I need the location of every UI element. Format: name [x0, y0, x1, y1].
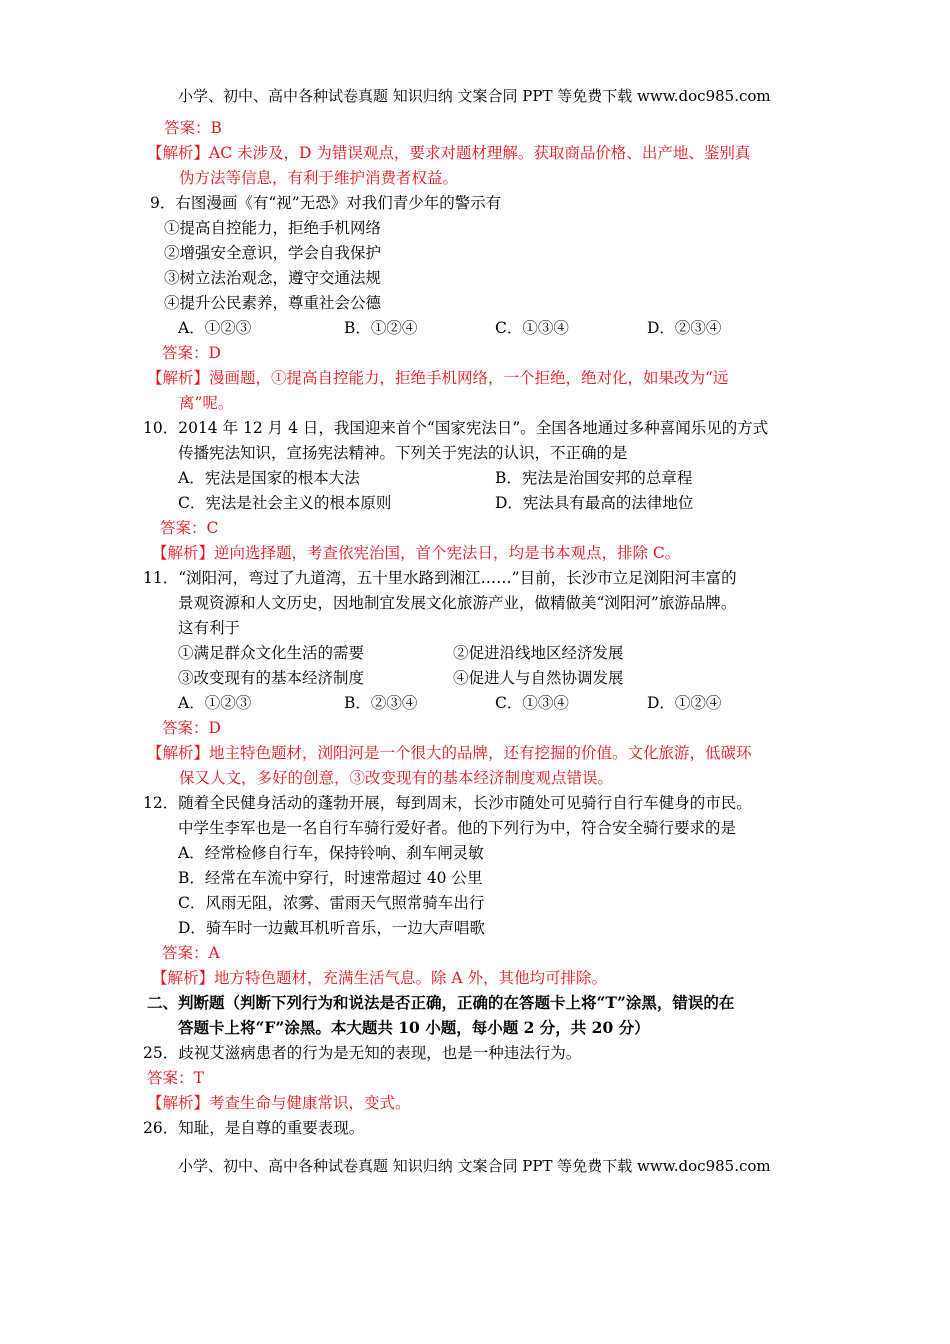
q9-stem: 9．右图漫画《有“视”无恐》对我们青少年的警示有 [150, 194, 502, 212]
q11-item-3: ③改变现有的基本经济制度 [178, 669, 365, 687]
q12-stem: 12．随着全民健身活动的蓬勃开展，每到周末，长沙市随处可见骑行自行车健身的市民。 [143, 794, 752, 812]
q12-stem-cont: 中学生李军也是一名自行车骑行爱好者。他的下列行为中，符合安全骑行要求的是 [178, 819, 737, 837]
q9-option-c: C．①③④ [495, 319, 569, 337]
q12-option-a: A．经常检修自行车，保持铃响、刹车闸灵敏 [178, 844, 484, 862]
page-header: 小学、初中、高中各种试卷真题 知识归纳 文案合同 PPT 等免费下载 www.doc985.com [178, 87, 771, 105]
q11-option-a: A．①②③ [178, 694, 252, 712]
q11-option-c: C．①③④ [495, 694, 569, 712]
q25-analysis: 【解析】考查生命与健康常识，变式。 [147, 1094, 411, 1112]
q8-answer: 答案：B [164, 119, 222, 137]
q11-item-1: ①满足群众文化生活的需要 [178, 644, 365, 662]
q11-answer: 答案：D [162, 719, 221, 737]
q10-option-d: D．宪法具有最高的法律地位 [495, 494, 694, 512]
q11-item-2: ②促进沿线地区经济发展 [453, 644, 624, 662]
q8-analysis-cont: 伪方法等信息，有利于维护消费者权益。 [179, 169, 459, 187]
q9-option-d: D．②③④ [647, 319, 722, 337]
q10-answer: 答案：C [160, 519, 219, 537]
section-2-title: 二、判断题（判断下列行为和说法是否正确，正确的在答题卡上将“T”涂黑，错误的在 [147, 993, 735, 1012]
q12-option-c: C．风雨无阻，浓雾、雷雨天气照常骑车出行 [178, 894, 485, 912]
q8-analysis: 【解析】AC 未涉及，D 为错误观点，要求对题材理解。获取商品价格、出产地、鉴别真 [147, 144, 751, 162]
q26-stem: 26．知耻，是自尊的重要表现。 [143, 1119, 365, 1137]
q11-item-4: ④促进人与自然协调发展 [453, 669, 624, 687]
q12-option-d: D．骑车时一边戴耳机听音乐，一边大声唱歌 [178, 919, 485, 937]
q9-option-b: B．①②④ [344, 319, 418, 337]
q10-stem: 10．2014 年 12 月 4 日，我国迎来首个“国家宪法日”。全国各地通过多种喜闻乐见的方式 [143, 419, 769, 437]
q10-option-a: A．宪法是国家的根本大法 [178, 469, 360, 487]
q10-stem-cont: 传播宪法知识，宣扬宪法精神。下列关于宪法的认识，不正确的是 [178, 444, 628, 462]
q11-analysis: 【解析】地主特色题材，浏阳河是一个很大的品牌，还有挖掘的价值。文化旅游，低碳环 [147, 744, 752, 762]
q9-item-4: ④提升公民素养，尊重社会公德 [164, 294, 382, 312]
q10-option-b: B．宪法是治国安邦的总章程 [495, 469, 693, 487]
q12-answer: 答案：A [162, 944, 220, 962]
q11-stem: 11．“浏阳河，弯过了九道湾，五十里水路到湘江……”目前，长沙市立足浏阳河丰富的 [143, 569, 737, 587]
q25-answer: 答案：T [147, 1069, 204, 1087]
q9-item-2: ②增强安全意识，学会自我保护 [164, 244, 382, 262]
q12-option-b: B．经常在车流中穿行，时速常超过 40 公里 [178, 869, 483, 887]
q9-analysis: 【解析】漫画题，①提高自控能力，拒绝手机网络，一个拒绝，绝对化，如果改为“远 [147, 369, 729, 387]
q25-stem: 25．歧视艾滋病患者的行为是无知的表现，也是一种违法行为。 [143, 1044, 582, 1062]
q9-answer: 答案：D [162, 344, 221, 362]
page-footer: 小学、初中、高中各种试卷真题 知识归纳 文案合同 PPT 等免费下载 www.doc985.com [178, 1157, 771, 1175]
section-2-title-cont: 答题卡上将“F”涂黑。本大题共 10 小题，每小题 2 分，共 20 分） [178, 1018, 650, 1037]
q12-analysis: 【解析】地方特色题材，充满生活气息。除 A 外，其他均可排除。 [152, 969, 608, 987]
q11-option-d: D．①②④ [647, 694, 722, 712]
q10-analysis: 【解析】逆向选择题，考查依宪治国，首个宪法日，均是书本观点，排除 C。 [152, 544, 681, 562]
q10-option-c: C．宪法是社会主义的根本原则 [178, 494, 392, 512]
q9-option-a: A．①②③ [178, 319, 252, 337]
q11-stem-cont: 景观资源和人文历史，因地制宜发展文化旅游产业，做精做美“浏阳河”旅游品牌。 [178, 594, 737, 612]
q9-analysis-cont: 离”呢。 [179, 394, 234, 412]
q11-stem-cont-2: 这有利于 [178, 619, 241, 637]
q11-analysis-cont: 保又人文，多好的创意，③改变现有的基本经济制度观点错误。 [179, 769, 614, 787]
q9-item-3: ③树立法治观念，遵守交通法规 [164, 269, 382, 287]
q9-item-1: ①提高自控能力，拒绝手机网络 [164, 219, 382, 237]
q11-option-b: B．②③④ [344, 694, 418, 712]
